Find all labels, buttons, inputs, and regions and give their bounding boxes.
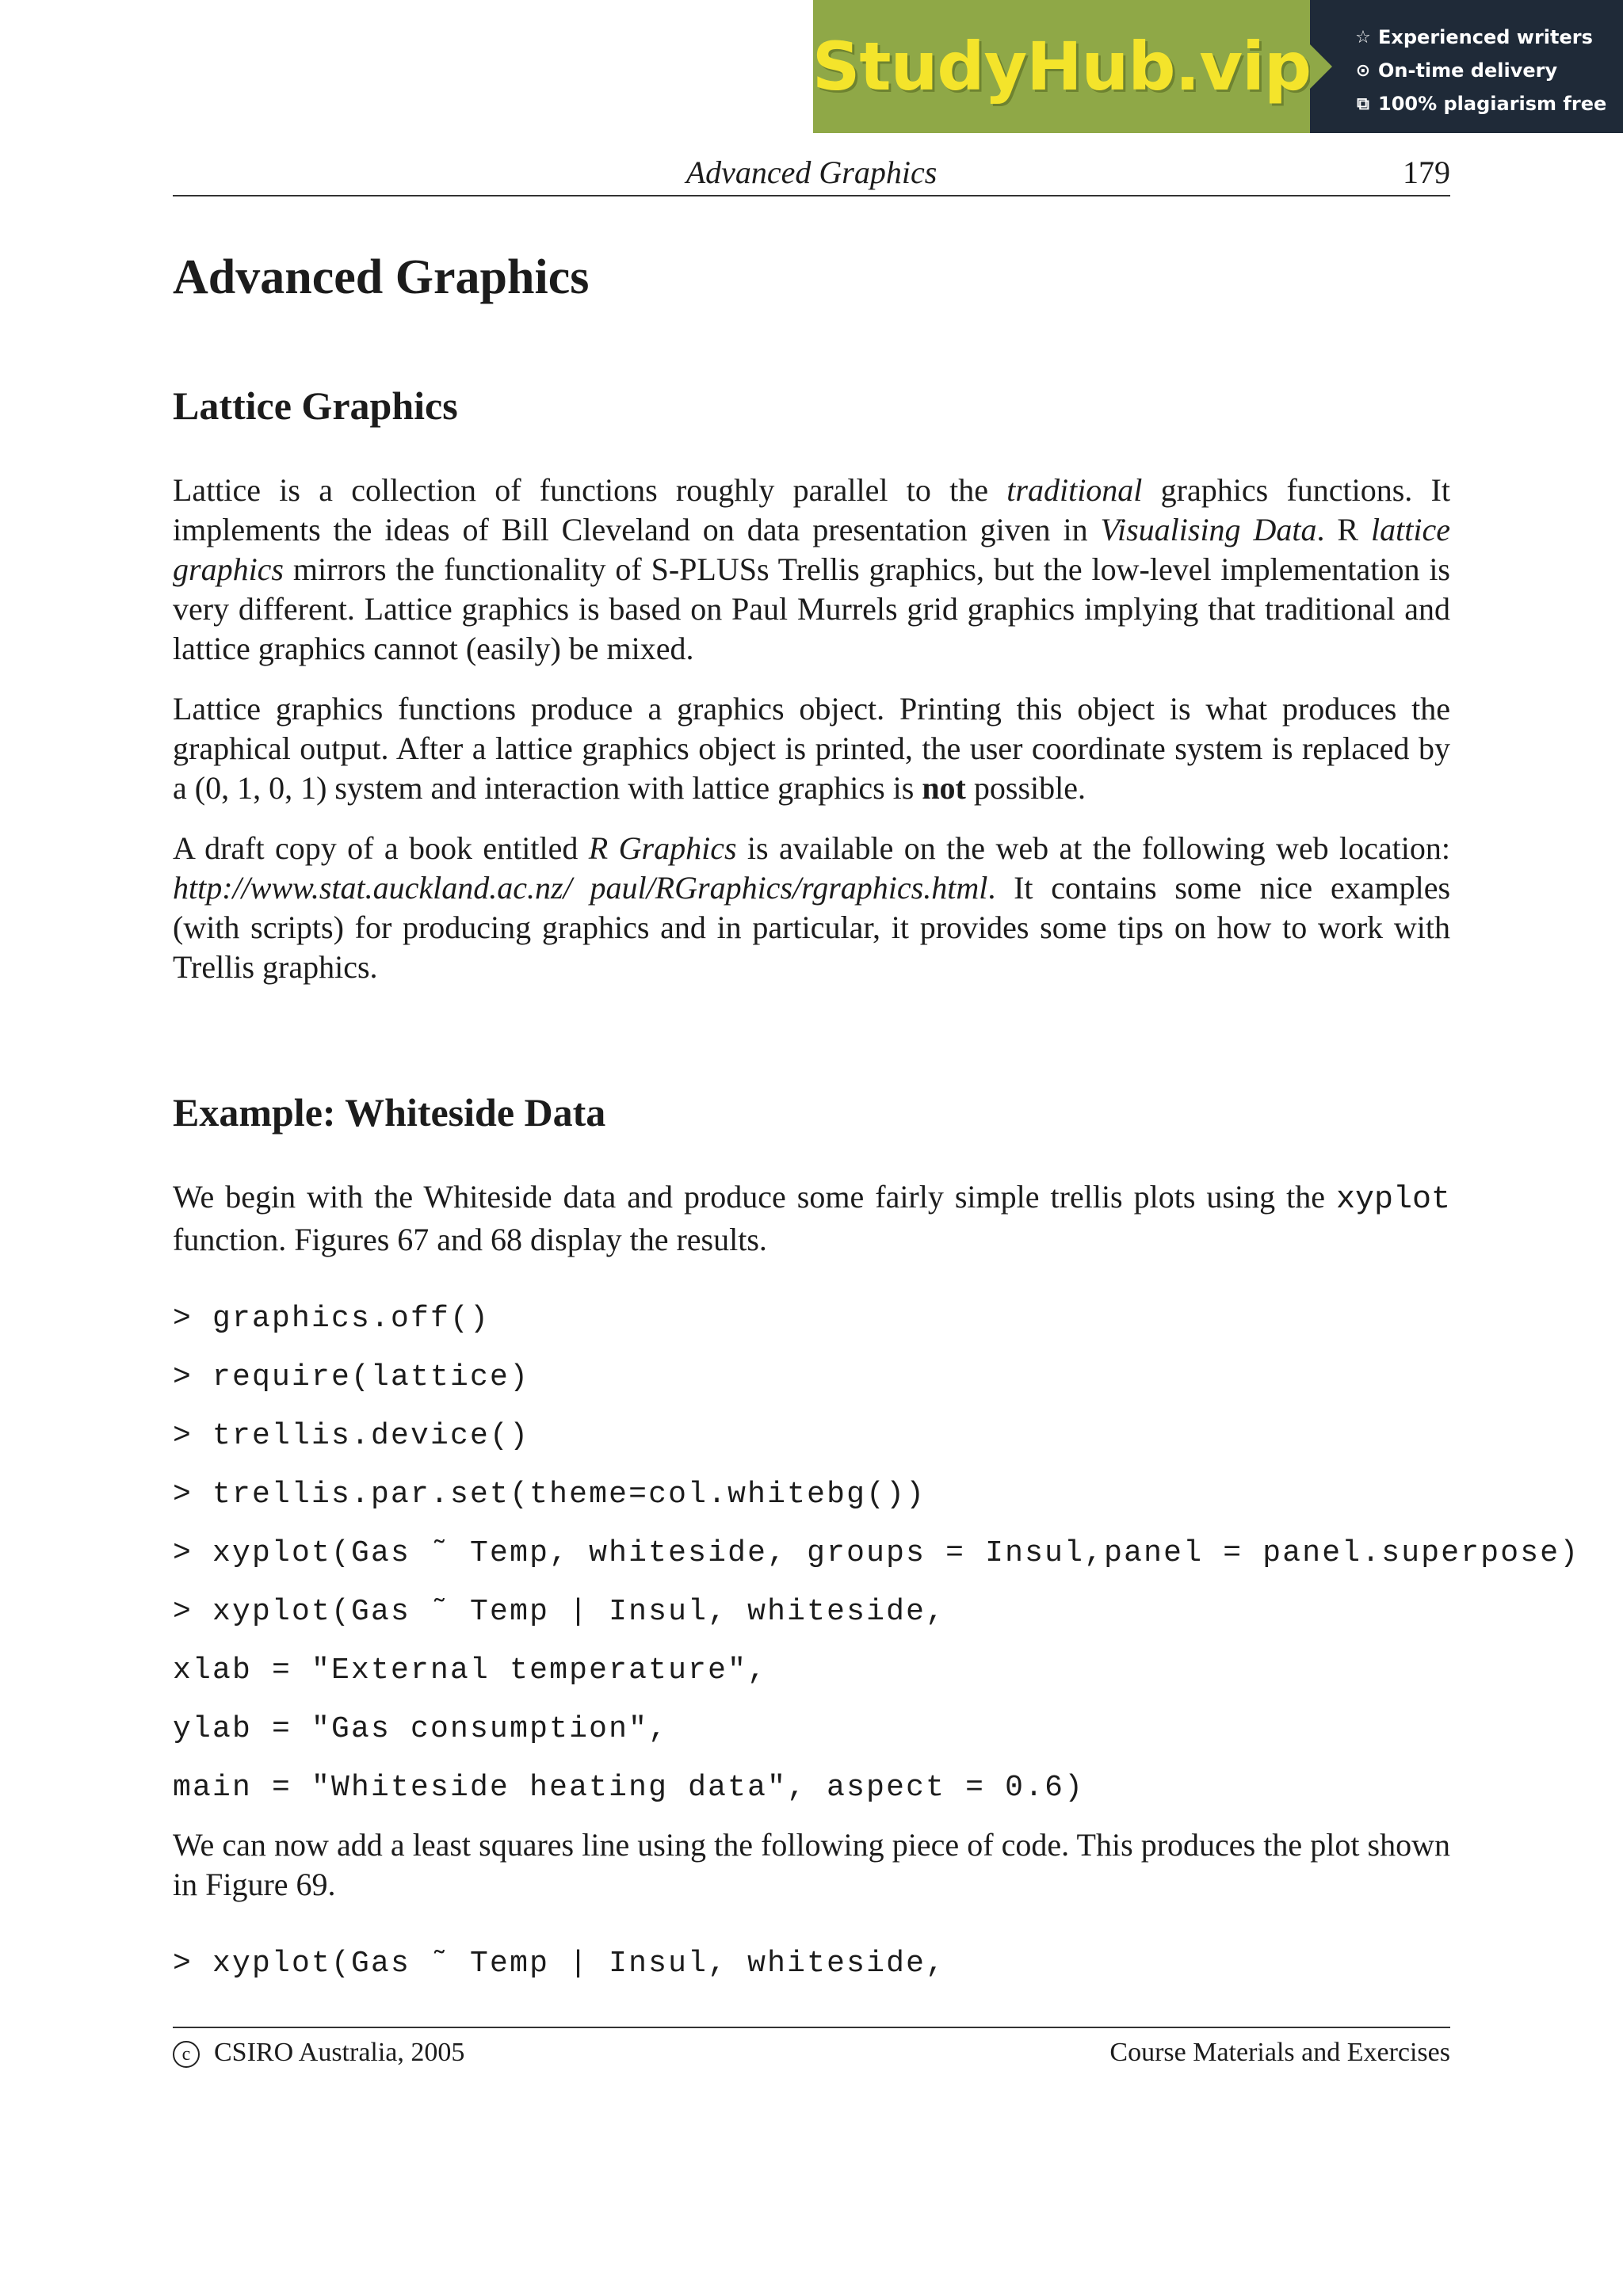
copy-icon: ⧉ xyxy=(1357,93,1369,114)
banner-logo-text: StudyHub.vip xyxy=(812,28,1312,105)
inline-code: xyplot xyxy=(1335,1182,1450,1218)
text-run: We begin with the Whiteside data and produce some fairly simple trellis plots using the xyxy=(173,1179,1336,1215)
lattice-paragraph-1 xyxy=(173,471,1450,669)
ad-banner[interactable] xyxy=(813,0,1623,133)
bold-text: not xyxy=(922,770,966,806)
perk-label: Experienced writers xyxy=(1378,26,1593,48)
emphasis: R Graphics xyxy=(588,830,737,866)
code-line: > graphics.off() xyxy=(173,1302,491,1336)
text-run: Lattice graphics functions produce a graphics object. Printing this object is what produces the graphical output. After a lattice graphics object is printed, the user coordinate system is replaced by a (0, 1, 0, 1) system and interaction with lattice graphics is xyxy=(173,691,1450,806)
code-line: > xyplot(Gas ˜ Temp | Insul, whiteside, xyxy=(173,1595,946,1629)
text-run: is available on the web at the following web location: xyxy=(736,830,1450,866)
whiteside-paragraph-1 xyxy=(173,1177,1450,1260)
perk-item xyxy=(1354,87,1623,120)
code-block-2 xyxy=(173,1944,1450,1984)
text-run: . R xyxy=(1316,512,1372,547)
running-header xyxy=(173,151,1450,196)
code-block-1 xyxy=(173,1299,1580,1808)
footer-copyright-text: CSIRO Australia, 2005 xyxy=(214,2038,465,2067)
text-run: . It contains some nice examples (with scripts) for producing graphics and in particular, it provides some tips on how to work with Trellis graphics. xyxy=(173,870,1451,985)
star-icon: ☆ xyxy=(1355,27,1371,48)
url-link[interactable]: http://www.stat.auckland.ac.nz/ paul/RGraphics/rgraphics.html xyxy=(173,870,988,906)
section-title: Advanced Graphics xyxy=(173,250,590,304)
clock-icon: ⊙ xyxy=(1355,60,1371,81)
banner-arrow-decoration xyxy=(1310,44,1332,89)
lattice-paragraph-3 xyxy=(173,829,1450,987)
code-line: main = "Whiteside heating data", aspect = 0.6) xyxy=(173,1771,1085,1805)
text-run: graphics functions. It implements the ideas of Bill Cleveland on data presentation given in xyxy=(173,472,1450,547)
text-run: function. Figures 67 and 68 display the results. xyxy=(173,1222,767,1257)
page-content xyxy=(173,238,1580,1984)
code-line: > xyplot(Gas ˜ Temp | Insul, whiteside, xyxy=(173,1947,946,1981)
emphasis: traditional xyxy=(1006,472,1143,508)
subsection-heading-lattice: Lattice Graphics xyxy=(173,383,458,428)
perk-label: On-time delivery xyxy=(1378,59,1558,82)
text-run: A draft copy of a book entitled xyxy=(173,830,589,866)
banner-perks xyxy=(1310,0,1623,133)
footer-right: Course Materials and Exercises xyxy=(1109,2038,1450,2067)
banner-logo[interactable] xyxy=(813,0,1310,133)
footer-left xyxy=(173,2038,464,2068)
page-footer xyxy=(173,2027,1450,2068)
code-line: ylab = "Gas consumption", xyxy=(173,1712,669,1746)
page-number: 179 xyxy=(1403,154,1450,190)
text-run: possible. xyxy=(965,770,1086,806)
perk-label: 100% plagiarism free xyxy=(1378,93,1607,115)
emphasis: lattice graphics xyxy=(173,512,1450,587)
perk-item xyxy=(1354,21,1623,54)
lattice-paragraph-2 xyxy=(173,689,1450,808)
subsection-heading-whiteside: Example: Whiteside Data xyxy=(173,1090,606,1135)
text-run: mirrors the functionality of S-PLUSs Trellis graphics, but the low-level implementation is very different. Lattice graphics is based on Paul Murrels grid graphics implying that traditional and lattice graphics cannot (easily) be mixed. xyxy=(173,551,1450,666)
code-line: > require(lattice) xyxy=(173,1360,530,1394)
code-line: > trellis.par.set(theme=col.whitebg()) xyxy=(173,1478,926,1512)
running-title: Advanced Graphics xyxy=(685,154,938,190)
emphasis: Visualising Data xyxy=(1100,512,1317,547)
code-line: xlab = "External temperature", xyxy=(173,1653,768,1688)
code-line: > trellis.device() xyxy=(173,1419,530,1453)
whiteside-paragraph-2: We can now add a least squares line using the following piece of code. This produces the plot shown in Figure 69. xyxy=(173,1827,1450,1902)
code-line: > xyplot(Gas ˜ Temp, whiteside, groups = Insul,panel = panel.superpose) xyxy=(173,1536,1580,1570)
text-run: Lattice is a collection of functions roughly parallel to the xyxy=(173,472,1007,508)
copyright-icon: c xyxy=(173,2041,200,2068)
perk-item xyxy=(1354,54,1623,87)
